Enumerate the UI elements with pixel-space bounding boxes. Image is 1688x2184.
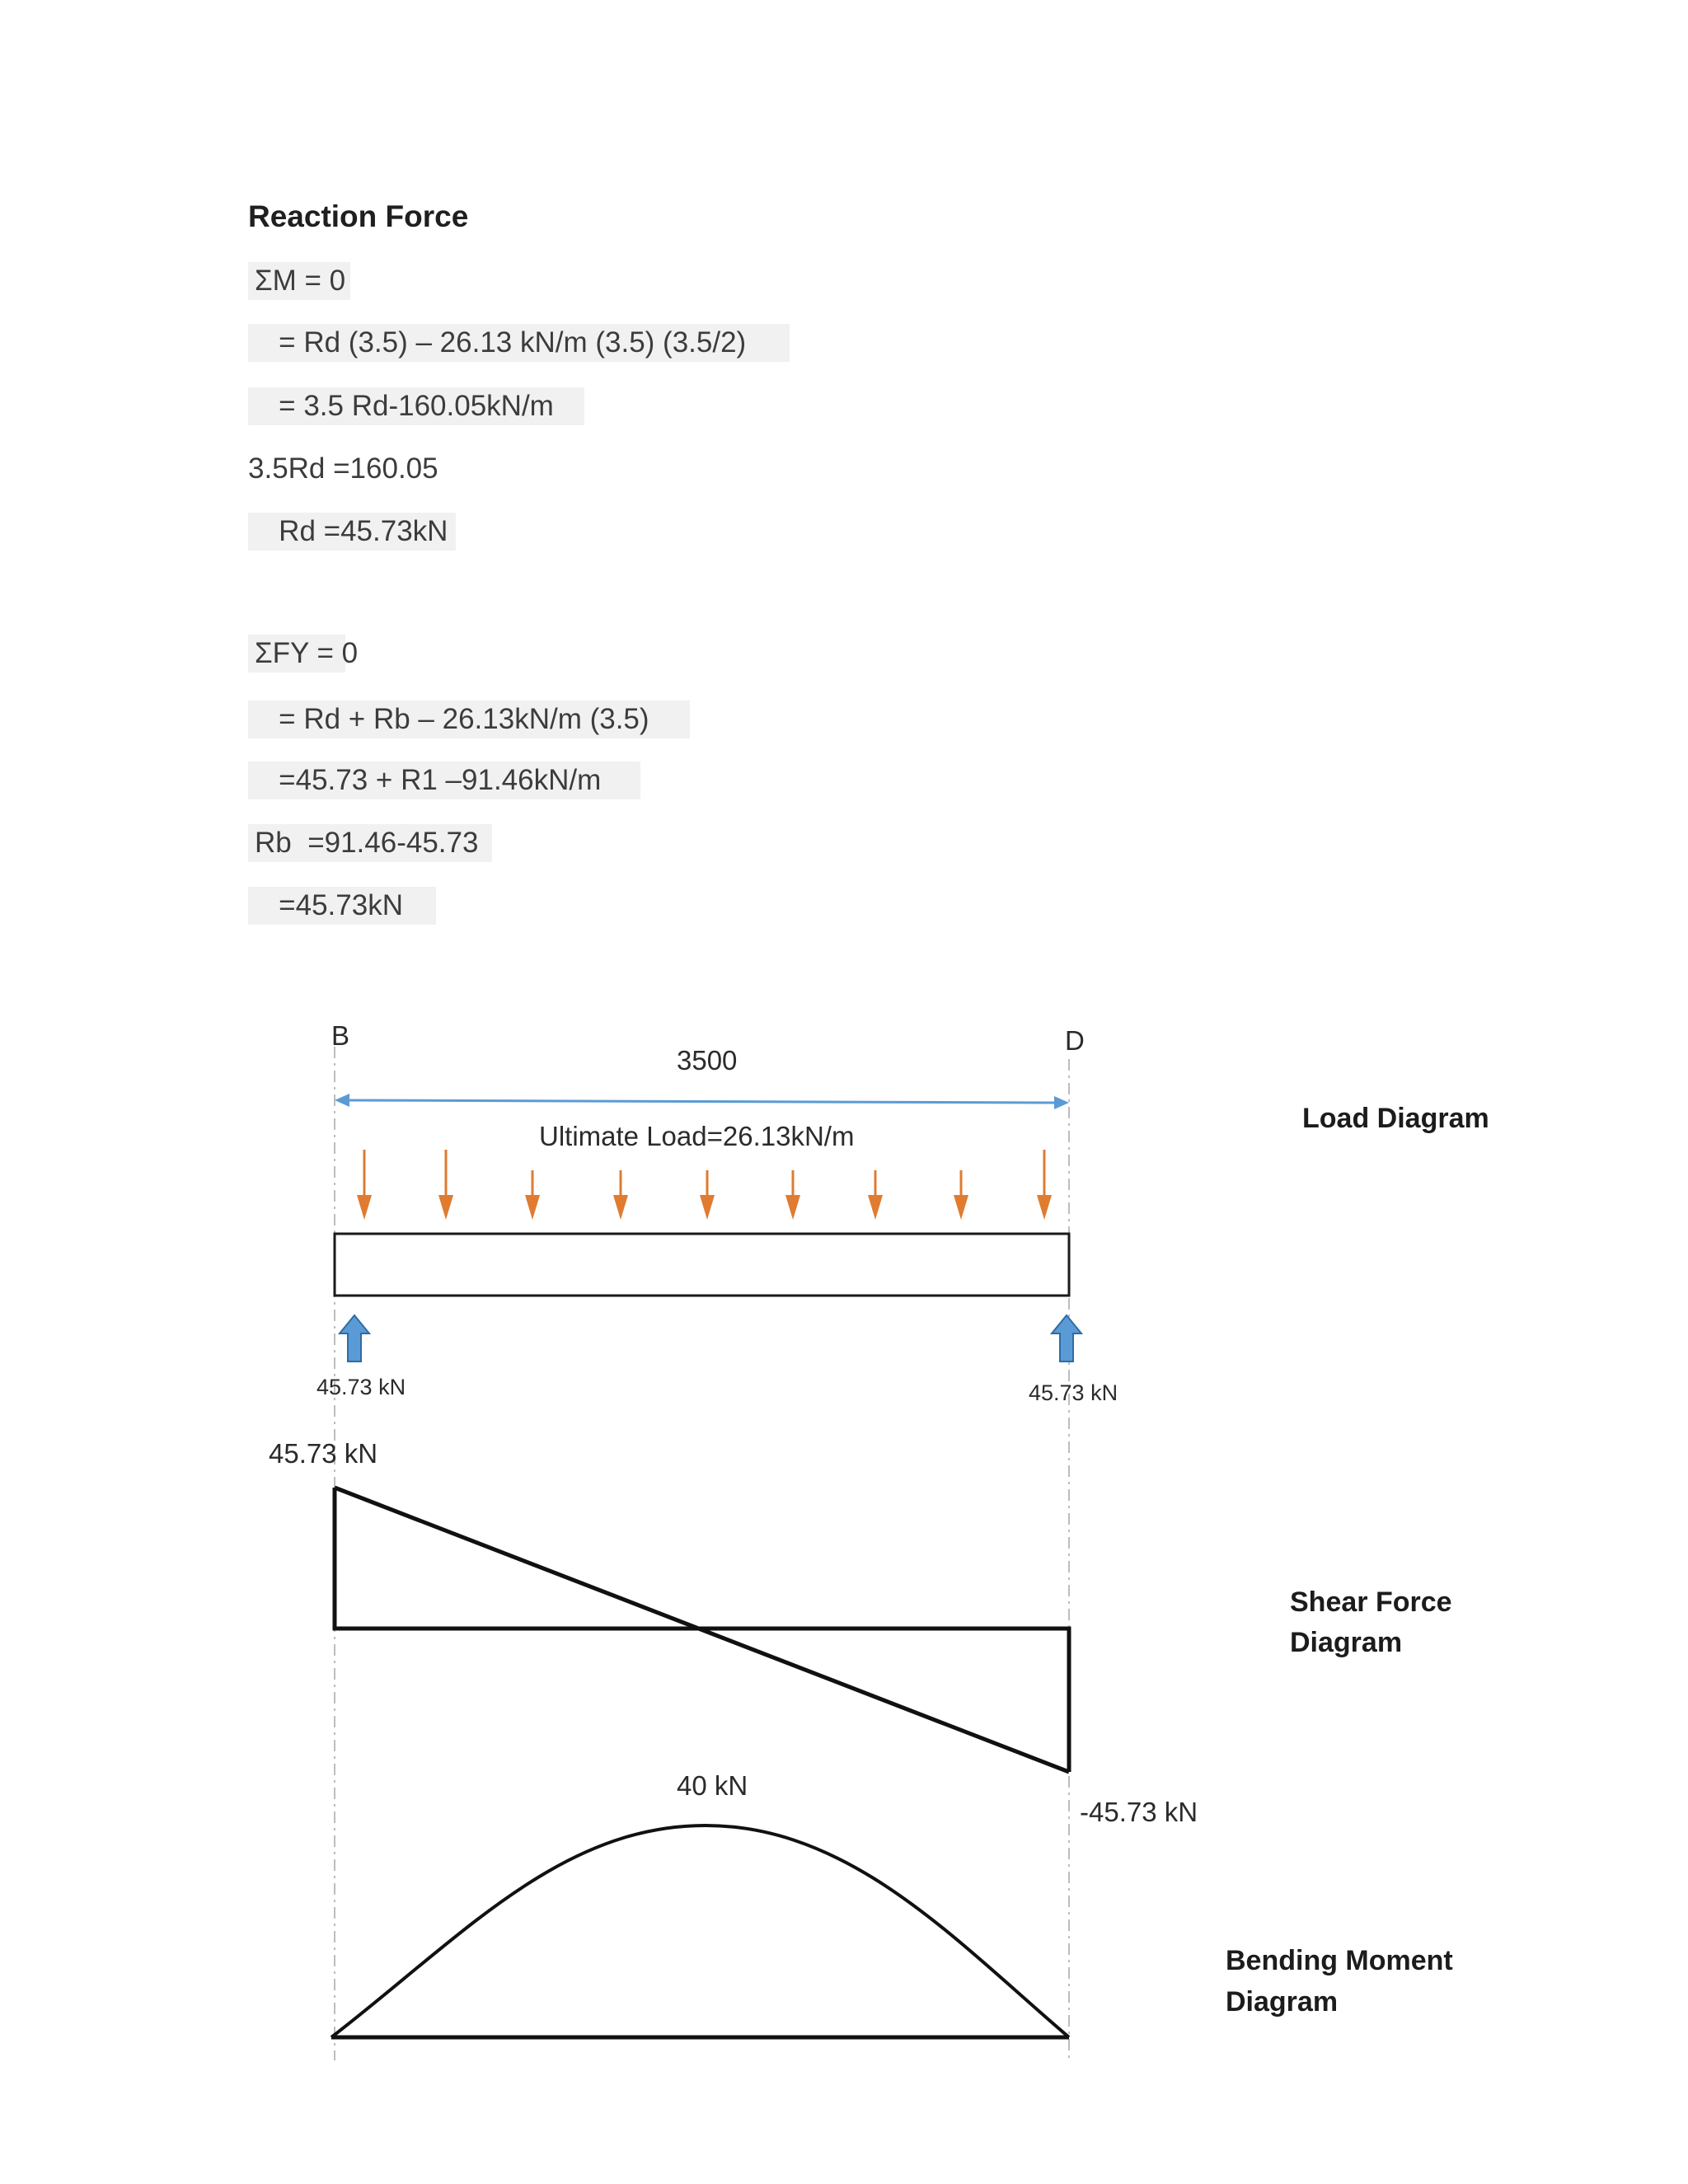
shear-min-label: -45.73 kN bbox=[1080, 1797, 1198, 1827]
beam bbox=[335, 1234, 1069, 1296]
moment-diagram-title-line-1: Bending Moment bbox=[1226, 1945, 1453, 1976]
moment-sum-equation: ΣM = 0 bbox=[248, 262, 350, 300]
point-b-label: B bbox=[331, 1020, 350, 1051]
shear-force-diagram bbox=[335, 1488, 1069, 1772]
shear-diagram-title-line-2: Diagram bbox=[1290, 1627, 1403, 1658]
force-equation-line-2: =45.73 + R1 –91.46kN/m bbox=[248, 762, 640, 799]
moment-peak-label: 40 kN bbox=[677, 1770, 748, 1801]
force-sum-equation: ΣFY = 0 bbox=[248, 635, 345, 673]
load-diagram-title: Load Diagram bbox=[1302, 1103, 1489, 1134]
page-heading: Reaction Force bbox=[248, 199, 469, 233]
moment-equation-line-1: = Rd (3.5) – 26.13 kN/m (3.5) (3.5/2) bbox=[248, 324, 790, 362]
moment-diagram-title-line-2: Diagram bbox=[1226, 1986, 1339, 2018]
shear-diagram-title-line-1: Shear Force bbox=[1290, 1586, 1452, 1618]
distributed-load-arrows bbox=[364, 1150, 1044, 1207]
point-d-label: D bbox=[1065, 1025, 1085, 1056]
moment-equation-line-4: Rd =45.73kN bbox=[248, 513, 456, 551]
force-equation-line-4: =45.73kN bbox=[248, 887, 436, 925]
reaction-arrow-d bbox=[1052, 1315, 1081, 1361]
load-label: Ultimate Load=26.13kN/m bbox=[539, 1121, 855, 1151]
force-equation-line-1: = Rd + Rb – 26.13kN/m (3.5) bbox=[248, 701, 690, 738]
bending-moment-diagram bbox=[331, 1825, 1069, 2037]
reaction-b-label: 45.73 kN bbox=[316, 1375, 406, 1399]
moment-equation-line-2: = 3.5 Rd-160.05kN/m bbox=[248, 387, 584, 425]
moment-equation-line-3: 3.5Rd =160.05 bbox=[248, 452, 438, 485]
span-dimension-line bbox=[335, 1094, 1069, 1109]
reaction-arrow-b bbox=[340, 1315, 369, 1361]
span-label: 3500 bbox=[677, 1045, 738, 1076]
reaction-d-label: 45.73 kN bbox=[1029, 1380, 1118, 1405]
shear-max-label: 45.73 kN bbox=[269, 1438, 378, 1469]
force-equation-line-3: Rb =91.46-45.73 bbox=[248, 824, 492, 862]
